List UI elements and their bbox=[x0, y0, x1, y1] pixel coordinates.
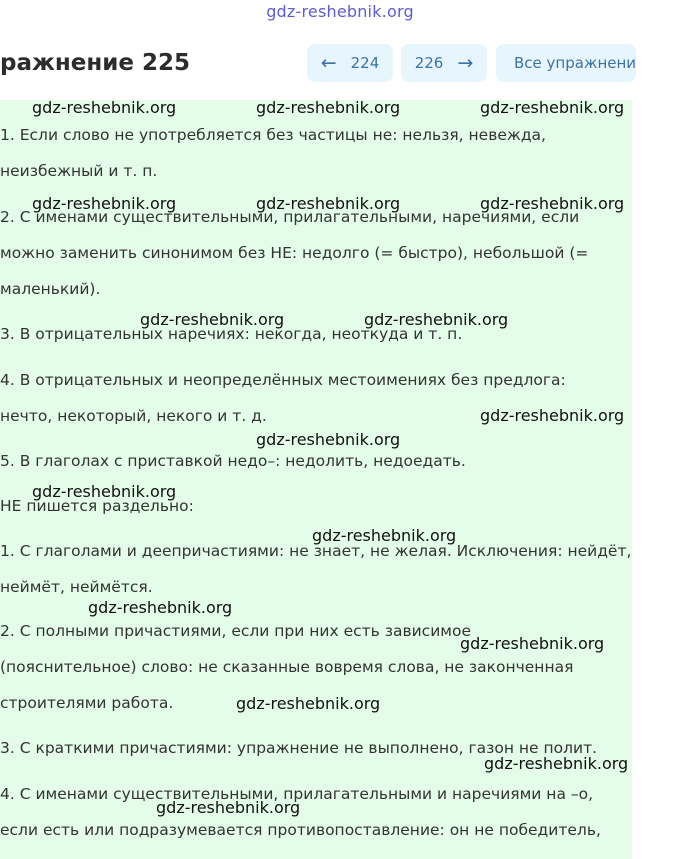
all-exercises-label: Все упражнени bbox=[514, 54, 636, 72]
watermark-text: gdz-reshebnik.org bbox=[256, 194, 401, 213]
page-title: ражнение 225 bbox=[0, 50, 190, 76]
watermark-text: gdz-reshebnik.org bbox=[32, 100, 177, 117]
rule-line: 2. С именами существительными, прилагательными, наречиями, если bbox=[0, 208, 580, 226]
rule-paragraph bbox=[0, 316, 632, 352]
arrow-left-icon: ← bbox=[320, 51, 337, 74]
watermark-text: gdz-reshebnik.org bbox=[156, 798, 301, 817]
rule-line: если есть или подразумевается противопоставление: он не победитель, bbox=[0, 821, 601, 839]
rule-line: маленький). bbox=[0, 280, 101, 298]
watermark-text: gdz-reshebnik.org bbox=[480, 406, 625, 425]
rule-line: 3. С краткими причастиями: упражнение не выполнено, газон не полит. bbox=[0, 739, 598, 757]
exercise-header bbox=[0, 30, 636, 100]
watermark-text: gdz-reshebnik.org bbox=[460, 634, 605, 653]
rule-line: 1. С глаголами и деепричастиями: не знает, не желая. Исключения: нейдёт, bbox=[0, 542, 632, 560]
watermark-text: gdz-reshebnik.org bbox=[32, 194, 177, 213]
rule-line: строителями работа. bbox=[0, 694, 174, 712]
site-watermark-top: gdz-reshebnik.org bbox=[266, 2, 414, 21]
arrow-right-icon: → bbox=[457, 51, 474, 74]
rule-line: 4. С именами существительными, прилагательными и наречиями на –о, bbox=[0, 785, 594, 803]
prev-exercise-label: 224 bbox=[350, 54, 380, 72]
rule-paragraph bbox=[0, 199, 632, 307]
rule-line: нечто, некоторый, некого и т. д. bbox=[0, 407, 267, 425]
watermark-text: gdz-reshebnik.org bbox=[484, 754, 629, 773]
next-exercise-button[interactable] bbox=[401, 44, 487, 82]
watermark-text: gdz-reshebnik.org bbox=[312, 526, 457, 545]
rule-line: 1. Если слово не употребляется без частицы не: нельзя, невежда, bbox=[0, 126, 546, 144]
watermark-text: gdz-reshebnik.org bbox=[32, 482, 177, 501]
prev-exercise-button[interactable] bbox=[307, 44, 393, 82]
rule-line: 4. В отрицательных и неопределённых местоимениях без предлога: bbox=[0, 371, 566, 389]
watermark-text: gdz-reshebnik.org bbox=[88, 598, 233, 617]
rule-line: НЕ пишется раздельно: bbox=[0, 497, 194, 515]
watermark-text: gdz-reshebnik.org bbox=[256, 100, 401, 117]
rule-line: неизбежный и т. п. bbox=[0, 162, 158, 180]
watermark-text: gdz-reshebnik.org bbox=[480, 100, 625, 117]
rule-line: (пояснительное) слово: не сказанные вовремя слова, не законченная bbox=[0, 658, 574, 676]
rule-paragraph bbox=[0, 117, 632, 189]
watermark-text: gdz-reshebnik.org bbox=[140, 310, 285, 329]
watermark-text: gdz-reshebnik.org bbox=[364, 310, 509, 329]
rule-line: можно заменить синонимом без НЕ: недолго (= быстро), небольшой (= bbox=[0, 244, 589, 262]
watermark-text: gdz-reshebnik.org bbox=[256, 430, 401, 449]
all-exercises-button[interactable] bbox=[496, 44, 636, 82]
watermark-text: gdz-reshebnik.org bbox=[480, 194, 625, 213]
rule-paragraph bbox=[0, 776, 632, 848]
next-exercise-label: 226 bbox=[414, 54, 444, 72]
answer-content bbox=[0, 100, 632, 859]
rule-line: 2. С полными причастиями, если при них есть зависимое bbox=[0, 622, 471, 640]
rule-line: неймёт, неймётся. bbox=[0, 578, 153, 596]
rule-line: 5. В глаголах с приставкой недо–: недолить, недоедать. bbox=[0, 452, 466, 470]
watermark-text: gdz-reshebnik.org bbox=[236, 694, 381, 713]
rule-line: 3. В отрицательных наречиях: некогда, неоткуда и т. п. bbox=[0, 325, 463, 343]
